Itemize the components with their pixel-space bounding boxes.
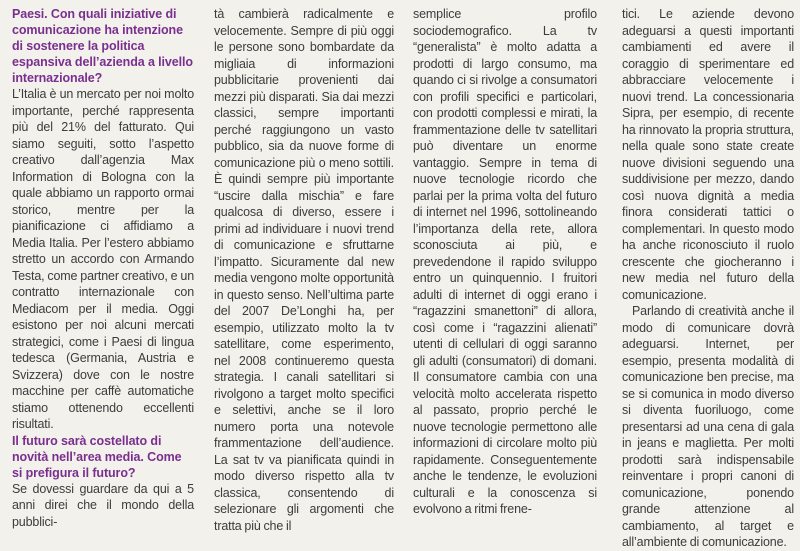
answer-2-start: Se dovessi guardare da qui a 5 anni direi che il mondo della pubblici- xyxy=(12,481,194,529)
column-2 xyxy=(214,6,394,534)
question-2: Il futuro sarà costellato di novità nell’area media. Come si prefigura il futuro? xyxy=(12,433,182,480)
answer-2-continued: semplice profilo sociodemografico. La tv “generalista” è molto adatta a prodotti di largo consumo, ma quando ci si rivolge a consumatori con profili specifici e particolari, con prodotti complessi e mirati, la frammentazione delle tv satellitari può diventare un enorme vantaggio. Sempre in tema di nuove tecnologie ricordo che parlai per la prima volta del futuro di internet nel 1996, sottolineando l’importanza della rete, allora sconosciuta ai più, e prevedendone il rapido sviluppo entro un quinquennio. I fruitori adulti di internet di oggi erano i “ragazzini smanettoni” di allora, così come i “ragazzini alienati” utenti di cellulari di oggi saranno gli adulti (consumatori) di domani. Il consumatore cambia con una velocità molto accelerata rispetto al passato, proprio perché le nuove tecnologie permettono alle informazioni di circolare molto più rapidamente. Conseguentemente anche le tendenze, le evoluzioni culturali e la conoscenza si evolvono a ritmi frene- xyxy=(413,7,597,516)
answer-1: L’Italia è un mercato per noi molto importante, perché rappresenta più del 21% del fatturato. Qui siamo seguiti, sotto l’aspetto creativo dall’agenzia Max Information di Bologna con la quale abbiamo un rapporto ormai storico, mentre per la pianificazione ci affidiamo a Media Italia. Per l’estero abbiamo stretto un accordo con Armando Testa, come partner creativo, e un contratto internazionale con Mediacom per il media. Oggi esistono per noi alcuni mercati strategici, come i Paesi di lingua tedesca (Germania, Austria e Svizzera) dove con le nostre macchine per caffè automatiche stiamo ottenendo eccellenti risultati. xyxy=(12,87,194,431)
column-1 xyxy=(12,6,194,530)
question-block-1 xyxy=(12,6,194,86)
answer-2-final-paragraph: Parlando di creatività anche il modo di comunicare dovrà adeguarsi. Internet, per esempio, presenta modalità di comunicazione ben precise, ma se si comunica in modo diverso si diventa fuoriluogo, come presentarsi ad una cena di gala in jeans e maglietta. Per molti prodotti sarà indispensabile reinventare i propri canoni di comunicazione, ponendo grande attenzione al cambiamento, al target e all’ambiente di comunicazione. xyxy=(622,304,794,549)
question-1: Paesi. Con quali iniziative di comunicazione ha intenzione di sostenere la politica espansiva dell’azienda a livello internazionale? xyxy=(12,7,193,85)
column-4 xyxy=(622,6,794,551)
answer-2-continued: tici. Le aziende devono adeguarsi a questi importanti cambiamenti ed avere il coraggio di sperimentare ed abbracciare velocemente i nuovi trend. La concessionaria Sipra, per esempio, di recente ha rinnovato la propria struttura, nella quale sono state create nuove divisioni seguendo una suddivisione per mezzo, dando così nuova dignità a media finora considerati tattici o complementari. In questo modo ha anche riconosciuto il ruolo crescente che giocheranno i new media nel futuro della comunicazione. xyxy=(622,7,794,302)
column-3 xyxy=(413,6,597,518)
answer-2-continued: tà cambierà radicalmente e velocemente. Sempre di più oggi le persone sono bombardate da migliaia di informazioni pubblicitarie provenienti dai mezzi più disparati. Sia dai mezzi classici, sempre importanti perché raggiungono un vasto pubblico, sia da nuove forme di comunicazione più o meno sottili. È quindi sempre più importante “uscire dalla mischia” e fare qualcosa di diverso, essere i primi ad individuare i nuovi trend di comunicazione e sfruttarne l’impatto. Sicuramente dal new media vengono molte opportunità in questo senso. Nell’ultima parte del 2007 De’Longhi ha, per esempio, utilizzato molto la tv satellitare, come esperimento, nel 2008 continueremo questa strategia. I canali satellitari si rivolgono a target molto specifici e selettivi, anche se il loro numero porta una notevole frammentazione dell’audience. La sat tv va pianificata quindi in modo diverso rispetto alla tv classica, consentendo di selezionare gli argomenti che tratta più che il xyxy=(214,7,394,533)
